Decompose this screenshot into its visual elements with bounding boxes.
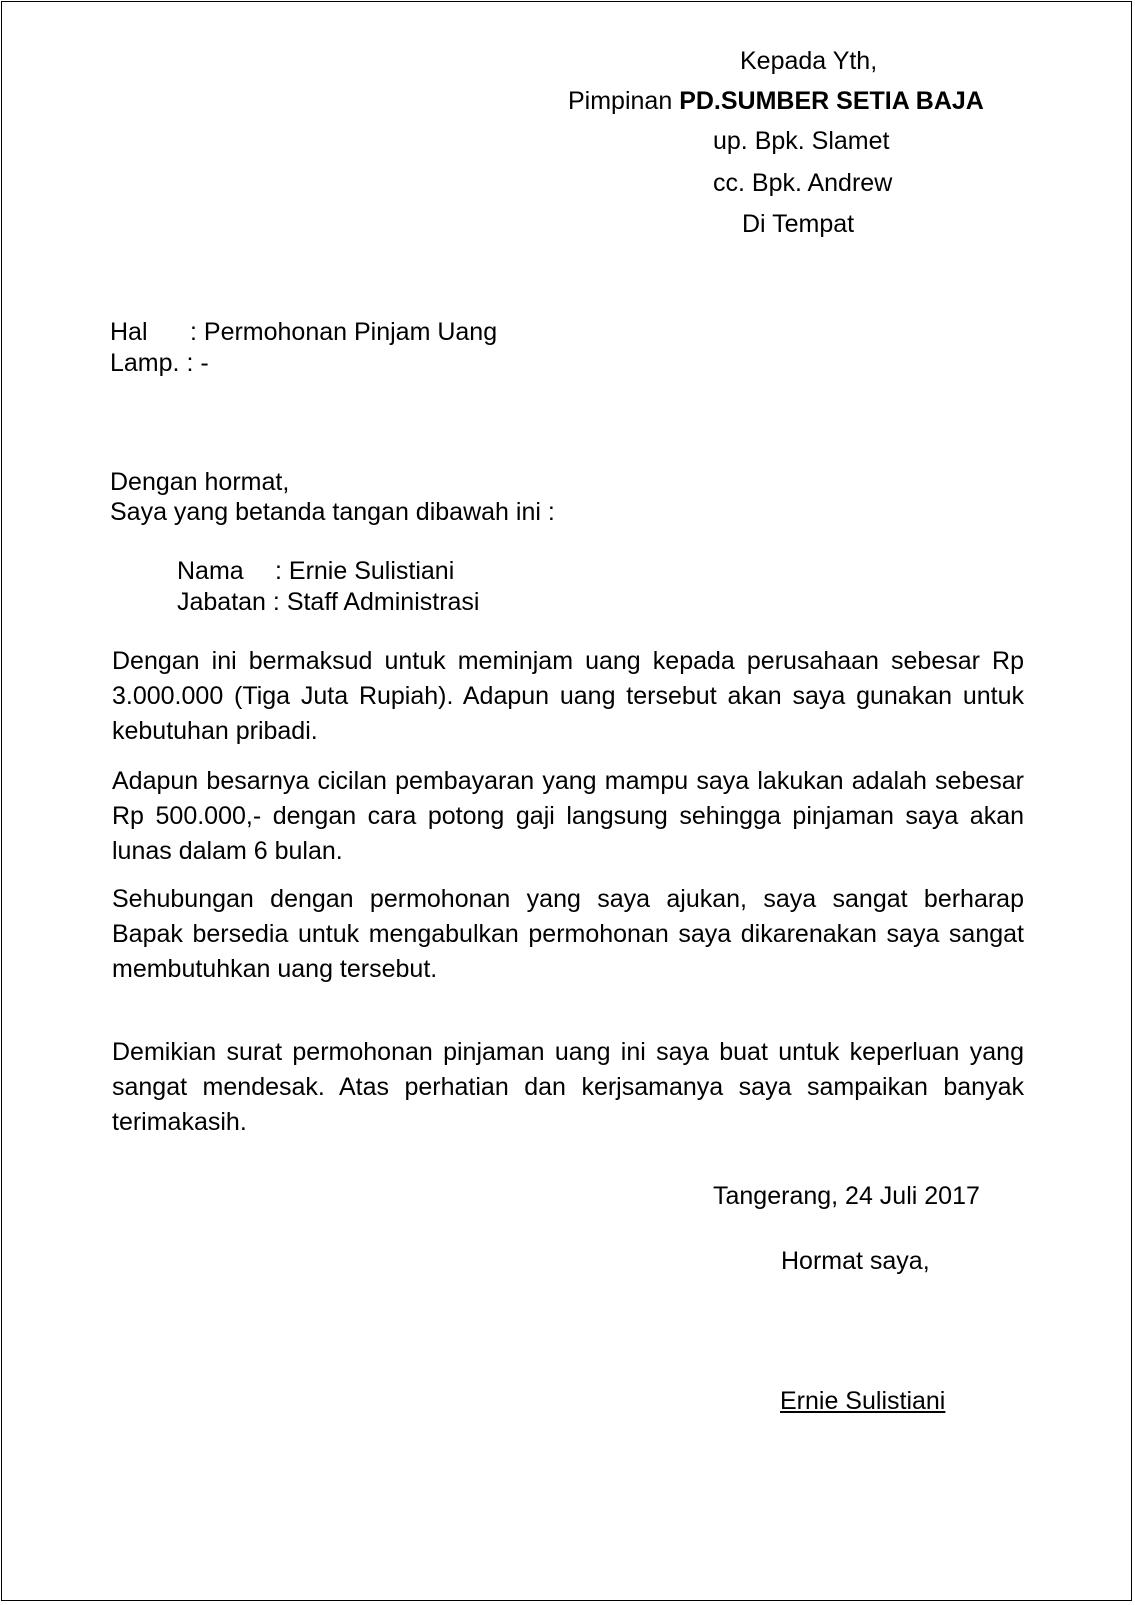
lamp-value: : - — [186, 349, 209, 377]
subject-hal — [110, 317, 497, 347]
recipient-line-cc: cc. Bpk. Andrew — [713, 169, 893, 197]
recipient-prefix: Pimpinan — [568, 87, 673, 115]
greeting: Dengan hormat, — [110, 468, 290, 496]
hal-value: : Permohonan Pinjam Uang — [190, 318, 498, 346]
identity-jabatan — [177, 587, 480, 617]
recipient-line-ditempat: Di Tempat — [742, 210, 855, 238]
recipient-line-pimpinan — [568, 86, 984, 116]
lamp-label: Lamp. — [110, 349, 180, 377]
recipient-line-up: up. Bpk. Slamet — [713, 127, 890, 155]
recipient-line-kepada: Kepada Yth, — [740, 47, 878, 75]
subject-lamp — [110, 348, 209, 378]
place-date: Tangerang, 24 Juli 2017 — [713, 1182, 980, 1210]
body-paragraph-2: Adapun besarnya cicilan pembayaran yang mampu saya lakukan adalah sebesar Rp 500.000,- dengan cara potong gaji langsung sehingga pinjaman saya akan lunas dalam 6 bulan. — [112, 767, 1024, 865]
body-paragraph-1: Dengan ini bermaksud untuk meminjam uang kepada perusahaan sebesar Rp 3.000.000 (Tiga Juta Rupiah). Adapun uang tersebut akan saya gunakan untuk kebutuhan pribadi. — [112, 647, 1024, 745]
recipient-company: PD.SUMBER SETIA BAJA — [679, 87, 984, 115]
body-paragraph-3: Sehubungan dengan permohonan yang saya ajukan, saya sangat berharap Bapak bersedia untuk mengabulkan permohonan saya dikarenakan saya sangat membutuhkan uang tersebut. — [112, 885, 1024, 983]
letter-page — [1, 1, 1132, 1601]
closing-salutation: Hormat saya, — [781, 1247, 930, 1275]
identity-nama — [177, 556, 454, 586]
signer-name: Ernie Sulistiani — [780, 1387, 946, 1415]
nama-value: : Ernie Sulistiani — [275, 557, 455, 585]
nama-label: Nama — [177, 557, 244, 585]
jabatan-value: : Staff Administrasi — [272, 588, 480, 616]
hal-label: Hal — [110, 318, 148, 346]
jabatan-label: Jabatan — [177, 588, 266, 616]
intro: Saya yang betanda tangan dibawah ini : — [110, 498, 555, 526]
body-paragraph-4: Demikian surat permohonan pinjaman uang ini saya buat untuk keperluan yang sangat mendesak. Atas perhatian dan kerjsamanya saya sampaikan banyak terimakasih. — [112, 1038, 1024, 1136]
